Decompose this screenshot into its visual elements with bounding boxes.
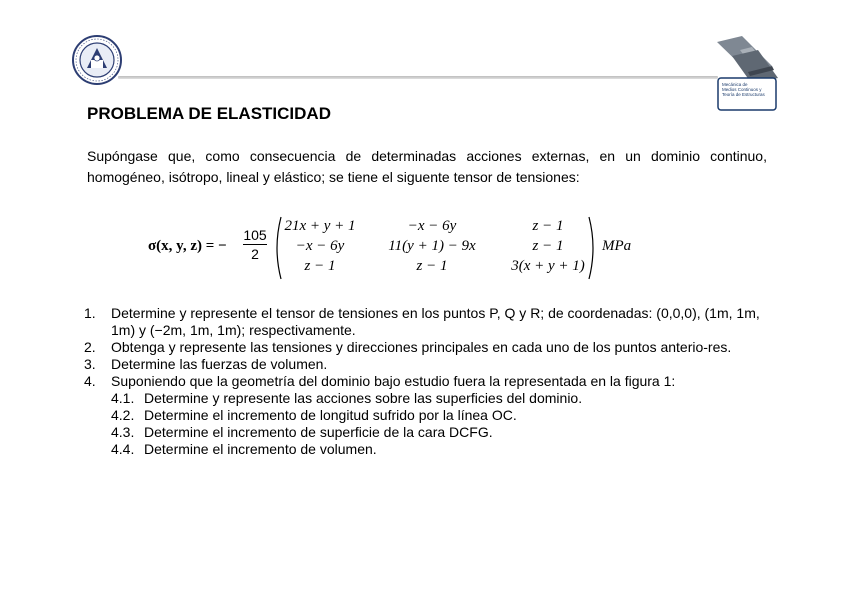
subtask-number: 4.4. bbox=[111, 441, 135, 457]
matrix-cell: 11(y + 1) − 9x bbox=[388, 238, 476, 254]
task-text: Suponiendo que la geometría del dominio bajo estudio fuera la representada en la figura 1: bbox=[111, 373, 676, 389]
matrix-cell: 21x + y + 1 bbox=[284, 218, 356, 234]
matrix-cell: z − 1 bbox=[532, 218, 564, 234]
subtask-item bbox=[111, 424, 774, 441]
intro-paragraph: Supóngase que, como consecuencia de determinadas acciones externas, en un dominio continuo, homogéneo, isótropo, lineal y elástico; se tiene el siguente tensor de tensiones: bbox=[87, 148, 767, 185]
caption-line: Mecánica de bbox=[722, 82, 748, 87]
steel-beam-icon bbox=[712, 34, 782, 116]
matrix-cell: z − 1 bbox=[532, 238, 564, 254]
task-number: 2. bbox=[84, 339, 96, 355]
stress-tensor-formula bbox=[148, 214, 668, 282]
matrix-cell: z − 1 bbox=[304, 258, 336, 274]
fraction-numerator: 105 bbox=[243, 227, 267, 243]
subtask-number: 4.3. bbox=[111, 424, 135, 440]
right-paren-icon bbox=[588, 216, 598, 280]
matrix-cell: z − 1 bbox=[416, 258, 448, 274]
task-list bbox=[84, 305, 774, 458]
matrix-cell: 3(x + y + 1) bbox=[511, 258, 585, 274]
formula-lhs: σ(x, y, z) = − bbox=[148, 238, 227, 254]
subtask-text: Determine y represente las acciones sobre las superficies del dominio. bbox=[144, 390, 583, 406]
task-text: Obtenga y represente las tensiones y direcciones principales en cada uno de los puntos anterio-res. bbox=[111, 339, 732, 355]
subtask-item bbox=[111, 407, 774, 424]
task-text: Determine y represente el tensor de tensiones en los puntos P, Q y R; de coordenadas: (0,0,0), (1m, 1m, 1m) y (−2m, 1m, 1m); respectivamente. bbox=[111, 305, 760, 338]
task-item bbox=[84, 373, 774, 390]
subtask-number: 4.2. bbox=[111, 407, 135, 423]
fraction-denominator: 2 bbox=[251, 246, 259, 262]
header-rule bbox=[118, 76, 718, 79]
formula-fraction bbox=[243, 226, 267, 263]
caption-line: Medios Continuos y bbox=[722, 87, 762, 92]
subtask-text: Determine el incremento de superficie de la cara DCFG. bbox=[144, 424, 493, 440]
task-text: Determine las fuerzas de volumen. bbox=[111, 356, 328, 372]
subtask-number: 4.1. bbox=[111, 390, 135, 406]
subtask-text: Determine el incremento de longitud sufrido por la línea OC. bbox=[144, 407, 517, 423]
task-item bbox=[84, 305, 774, 339]
left-paren-icon bbox=[272, 216, 282, 280]
caption-line: Teoría de Estructuras bbox=[722, 92, 765, 97]
page-title: PROBLEMA DE ELASTICIDAD bbox=[87, 104, 331, 123]
subtask-text: Determine el incremento de volumen. bbox=[144, 441, 377, 457]
university-seal-icon bbox=[69, 34, 129, 86]
subtask-item bbox=[111, 441, 774, 458]
task-item bbox=[84, 356, 774, 373]
task-number: 3. bbox=[84, 356, 96, 372]
task-item bbox=[84, 339, 774, 356]
matrix-cell: −x − 6y bbox=[407, 218, 457, 234]
formula-unit: MPa bbox=[602, 238, 632, 254]
subtask-item bbox=[111, 390, 774, 407]
task-number: 1. bbox=[84, 305, 96, 321]
task-number: 4. bbox=[84, 373, 96, 389]
matrix-cell: −x − 6y bbox=[295, 238, 345, 254]
department-caption bbox=[722, 82, 776, 97]
